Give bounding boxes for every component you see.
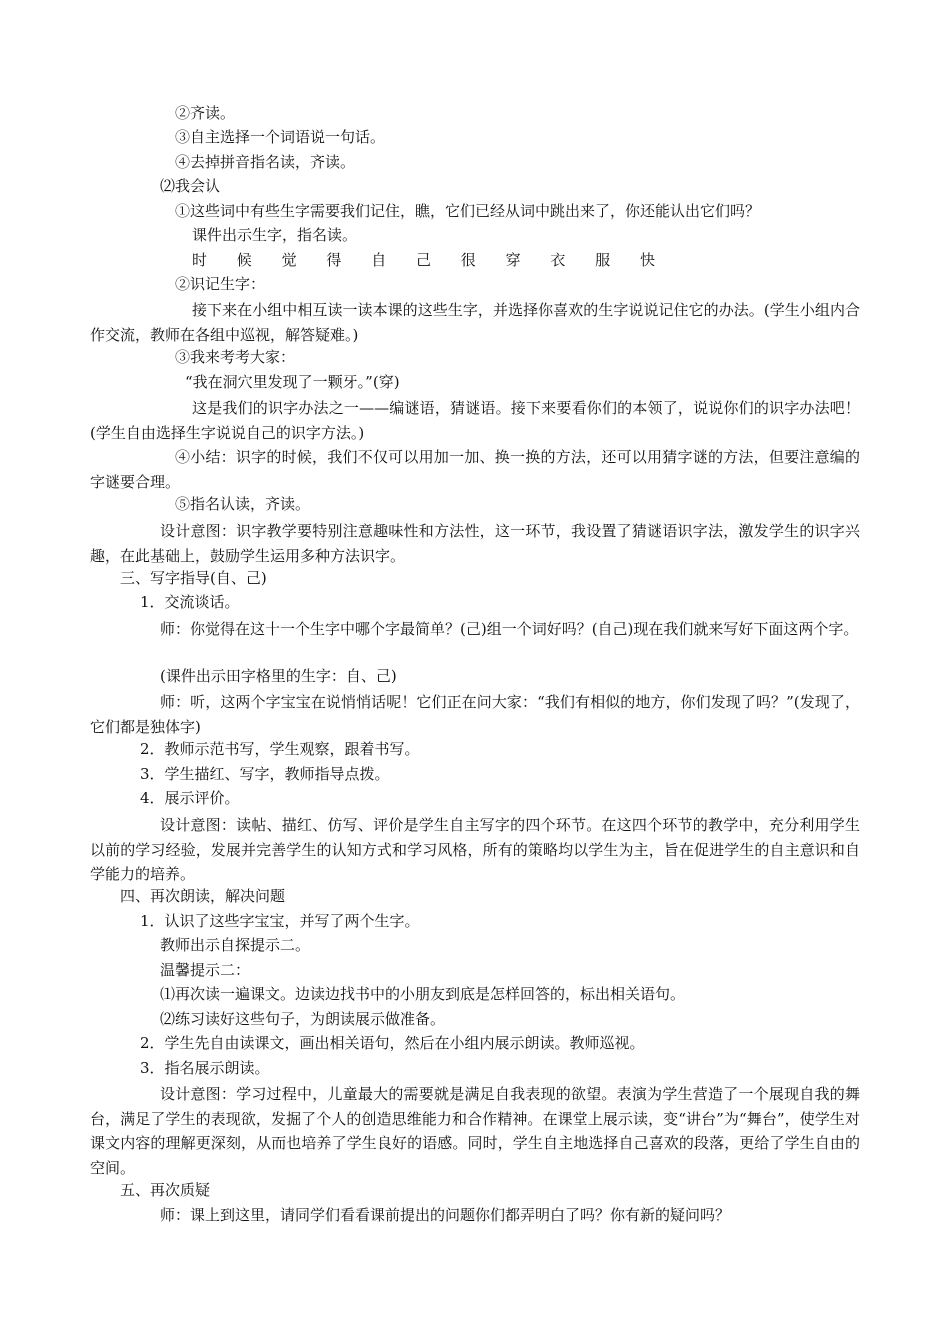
character: 衣 (550, 251, 566, 269)
section-heading: ⑵我会认 (160, 177, 221, 195)
paragraph: 师：你觉得在这十一个生字中哪个字最简单？(己)组一个词好吗？(自己)现在我们就来写好下面这两个字。 (160, 620, 859, 638)
character: 快 (639, 251, 655, 269)
paragraph: 这是我们的识字办法之一——编谜语，猜谜语。接下来要看你们的本领了，说说你们的识字办法吧！(学生自由选择生字说说自己的识字方法。) (90, 399, 860, 442)
paragraph: 设计意图：学习过程中，儿童最大的需要就是满足自我表现的欲望。表演为学生营造了一个展现自我的舞台，满足了学生的表现欲，发掘了个人的创造思维能力和合作精神。在课堂上展示读，变“讲台”为“舞台”，使学生对课文内容的理解更深刻，从而也培养了学生良好的语感。同时，学生自主地选择自己喜欢的段落，更给了学生自由的空间。 (90, 1085, 860, 1177)
text-line: ③我来考考大家： (175, 348, 296, 366)
text-line: 1．交流谈话。 (140, 593, 240, 611)
text-line: “我在洞穴里发现了一颗牙。”(穿) (185, 373, 400, 391)
paragraph: 接下来在小组中相互读一读本课的这些生字，并选择你喜欢的生字说说记住它的办法。(学生小组内合作交流，教师在各组中巡视，解答疑难。) (90, 301, 860, 344)
text-line: ④去掉拼音指名读，齐读。 (175, 153, 356, 171)
paragraph: 设计意图：读帖、描红、仿写、评价是学生自主写字的四个环节。在这四个环节的教学中，充分利用学生以前的学习经验，发展并完善学生的认知方式和学习风格，所有的策略均以学生为主，旨在促进学生的自主意识和自学能力的培养。 (90, 816, 860, 883)
text-line: ⑤指名认读，齐读。 (175, 495, 311, 513)
text-line: 1．认识了这些字宝宝，并写了两个生字。 (140, 912, 420, 930)
text-line: 2．教师示范书写，学生观察，跟着书写。 (140, 740, 420, 758)
paragraph: 设计意图：识字教学要特别注意趣味性和方法性，这一环节，我设置了猜谜语识字法，激发学生的识字兴趣，在此基础上，鼓励学生运用多种方法识字。 (90, 522, 860, 565)
character: 穿 (505, 251, 521, 269)
text-line: ②识记生字： (175, 275, 266, 293)
text-line: ③自主选择一个词语说一句话。 (175, 128, 386, 146)
character: 己 (415, 251, 431, 269)
paragraph: 师：听，这两个字宝宝在说悄悄话呢！它们正在问大家：“我们有相似的地方，你们发现了吗？”(发现了，它们都是独体字) (90, 693, 860, 736)
text-line: 4．展示评价。 (140, 789, 240, 807)
section-heading: 三、写字指导(自、己) (120, 569, 267, 587)
character: 得 (326, 251, 342, 269)
text-line: 师：课上到这里，请同学们看看课前提出的问题你们都弄明白了吗？你有新的疑问吗？ (160, 1206, 731, 1224)
text-line: ⑵练习读好这些句子，为朗读展示做准备。 (160, 1010, 446, 1028)
text-line: ①这些词中有些生字需要我们记住，瞧，它们已经从词中跳出来了，你还能认出它们吗？ (175, 202, 761, 220)
character-list (192, 250, 680, 270)
character: 服 (595, 251, 611, 269)
text-line: (课件出示田字格里的生字：自、己) (160, 667, 397, 685)
text-line: ②齐读。 (175, 104, 236, 122)
character: 很 (460, 251, 476, 269)
section-heading: 五、再次质疑 (120, 1181, 211, 1199)
text-line: ⑴再次读一遍课文。边读边找书中的小朋友到底是怎样回答的，标出相关语句。 (160, 985, 686, 1003)
text-line: 温馨提示二： (160, 961, 251, 979)
text-line: 教师出示自探提示二。 (160, 936, 311, 954)
text-line: 3．指名展示朗读。 (140, 1059, 270, 1077)
character: 自 (371, 251, 387, 269)
character: 时 (192, 251, 208, 269)
text-line: 2．学生先自由读课文，画出相关语句，然后在小组内展示朗读。教师巡视。 (140, 1034, 645, 1052)
character: 候 (236, 251, 252, 269)
section-heading: 四、再次朗读，解决问题 (120, 887, 286, 905)
text-line: 3．学生描红、写字，教师指导点拨。 (140, 765, 390, 783)
text-line: 课件出示生字，指名读。 (192, 226, 358, 244)
paragraph: ④小结：识字的时候，我们不仅可以用加一加、换一换的方法，还可以用猜字谜的方法，但要注意编的字谜要合理。 (90, 448, 860, 491)
character: 觉 (281, 251, 297, 269)
